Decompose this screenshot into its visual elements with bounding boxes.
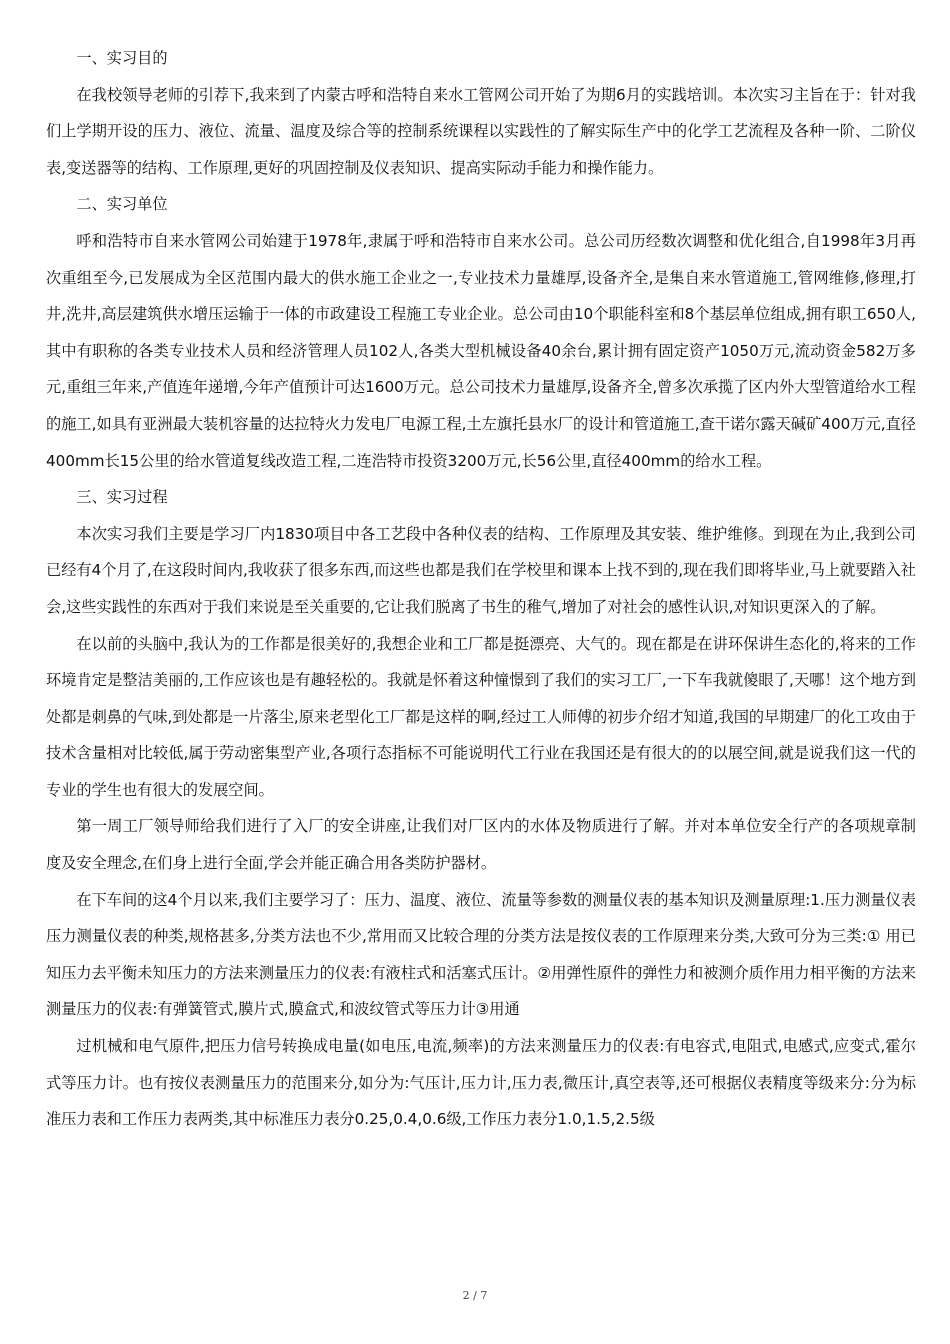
page-number: 2 / 7 bbox=[462, 1289, 488, 1302]
paragraph-process-overview: 本次实习我们主要是学习厂内1830项目中各工艺段中各种仪表的结构、工作原理及其安装、维护维修。到现在为止,我到公司已经有4个月了,在这段时间内,我收获了很多东西,而这些也都是我们在学校里和课本上找不到的,现在我们即将毕业,马上就要踏入社会,这些实践性的东西对于我们来说是至关重要的,它让我们脱离了书生的稚气,增加了对社会的感性认识,对知识更深入的了解。 bbox=[46, 524, 916, 616]
paragraph-process-safety: 第一周工厂领导师给我们进行了入厂的安全讲座,让我们对厂区内的水体及物质进行了解。并对本单位安全行产的各项规章制度及安全理念,在们身上进行全面,学会并能正确合用各类防护器材。 bbox=[46, 817, 916, 873]
paragraph-process-impressions: 在以前的头脑中,我认为的工作都是很美好的,我想企业和工厂都是挺漂亮、大气的。现在都是在讲环保讲生态化的,将来的工作环境肯定是整洁美丽的,工作应该也是有趣轻松的。我就是怀着这种憧憬到了我们的实习工厂,一下车我就傻眼了,天哪！这个地方到处都是刺鼻的气味,到处都是一片落尘,原来老型化工厂都是这样的啊,经过工人师傅的初步介绍才知道,我国的早期建厂的化工攻由于技术含量相对比较低,属于劳动密集型产业,各项行态指标不可能说明代工行业在我国还是有很大的的以展空间,就是说我们这一代的专业的学生也有很大的发展空间。 bbox=[46, 634, 916, 799]
paragraph-purpose: 在我校领导老师的引荐下,我来到了内蒙古呼和浩特自来水工管网公司开始了为期6月的实践培训。本次实习主旨在于：针对我们上学期开设的压力、液位、流量、温度及综合等的控制系统课程以实践性的了解实际生产中的化学工艺流程及各种一阶、二阶仪表,变送器等的结构、工作原理,更好的巩固控制及仪表知识、提高实际动手能力和操作能力。 bbox=[46, 85, 916, 177]
paragraph-organization: 呼和浩特市自来水管网公司始建于1978年,隶属于呼和浩特市自来水公司。总公司历经数次调整和优化组合,自1998年3月再次重组至今,已发展成为全区范围内最大的供水施工企业之一,专业技术力量雄厚,设备齐全,是集自来水管道施工,管网维修,修理,打井,洗井,高层建筑供水增压运输于一体的市政建设工程施工专业企业。总公司由10个职能科室和8个基层单位组成,拥有职工650人,其中有职称的各类专业技术人员和经济管理人员102人,各类大型机械设备40余台,累计拥有固定资产1050万元,流动资金582万多元,重组三年来,产值连年递增,今年产值预计可达1600万元。总公司技术力量雄厚,设备齐全,曾多次承揽了区内外大型管道给水工程的施工,如具有亚洲最大装机容量的达拉特火力发电厂电源工程,土左旗托县水厂的设计和管道施工,查干诺尔露天碱矿400万元,直径400mm长15公里的给水管道复线改造工程,二连浩特市投资3200万元,长56公里,直径400mm的给水工程。 bbox=[46, 231, 916, 470]
document-body bbox=[46, 40, 916, 1138]
section-heading-organization: 二、实习单位 bbox=[76, 195, 168, 214]
paragraph-process-instruments: 在下车间的这4个月以来,我们主要学习了：压力、温度、液位、流量等参数的测量仪表的基本知识及测量原理:1.压力测量仪表压力测量仪表的种类,规格甚多,分类方法也不少,常用而又比较合理的分类方法是按仪表的工作原理来分类,大致可分为三类:① 用已知压力去平衡未知压力的方法来测量压力的仪表:有液柱式和活塞式压计。②用弹性原件的弹性力和被测介质作用力相平衡的方法来测量压力的仪表:有弹簧管式,膜片式,膜盒式,和波纹管式等压力计③用通 bbox=[46, 890, 916, 1019]
paragraph-process-instruments-cont: 过机械和电气原件,把压力信号转换成电量(如电压,电流,频率)的方法来测量压力的仪表:有电容式,电阻式,电感式,应变式,霍尔式等压力计。也有按仪表测量压力的范围来分,如分为:气压计,压力计,压力表,微压计,真空表等,还可根据仪表精度等级来分:分为标准压力表和工作压力表两类,其中标准压力表分0.25,0.4,0.6级,工作压力表分1.0,1.5,2.5级 bbox=[46, 1037, 916, 1129]
section-heading-purpose: 一、实习目的 bbox=[76, 49, 168, 67]
section-heading-process: 三、实习过程 bbox=[76, 488, 168, 507]
